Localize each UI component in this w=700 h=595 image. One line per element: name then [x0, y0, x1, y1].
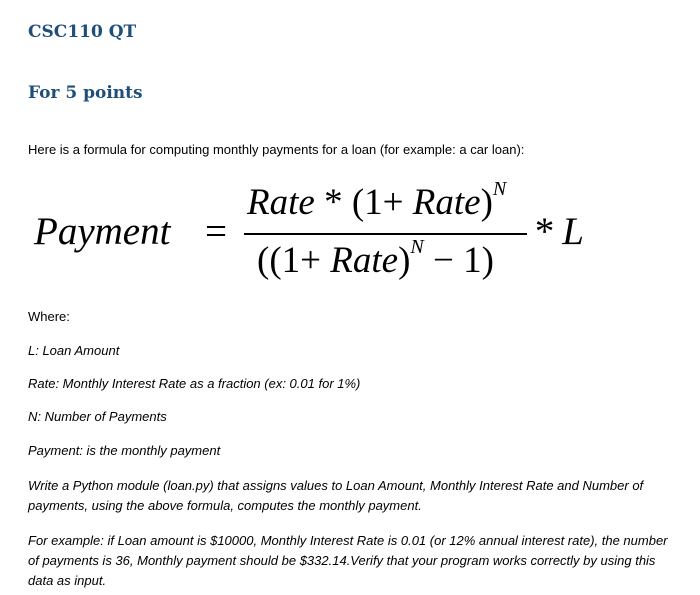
points-heading: For 5 points [28, 83, 143, 103]
definition-payment: Payment: is the monthly payment [28, 443, 221, 458]
task-description: Write a Python module (loan.py) that assigns values to Loan Amount, Monthly Interest Rate and Number of payments, using the above formula, computes the monthly payment. [28, 478, 644, 513]
numerator-rate-2: Rate [412, 182, 481, 223]
definition-rate: Rate: Monthly Interest Rate as a fraction (ex: 0.01 for 1%) [28, 376, 361, 391]
example-description: For example: if Loan amount is $10000, Monthly Interest Rate is 0.01 (or 12% annual interest rate), the number of payments is 36, Monthly payment should be $332.14.Verify that your program works correctly by using this data as input. [28, 533, 668, 588]
denominator-rate: Rate [330, 240, 399, 281]
intro-text: Here is a formula for computing monthly payments for a loan (for example: a car loan): [28, 142, 525, 157]
formula-numerator [247, 178, 507, 224]
formula-lhs: Payment [34, 210, 171, 253]
definition-number-of-payments: N: Number of Payments [28, 409, 167, 424]
page-title: CSC110 QT [28, 22, 137, 42]
denominator-exponent: N [410, 236, 424, 258]
denominator-open: ((1+ [257, 240, 331, 281]
numerator-exponent: N [492, 178, 507, 200]
formula-multiplier: * L [533, 210, 584, 253]
numerator-rate: Rate [247, 182, 315, 223]
payment-formula [0, 175, 700, 293]
fraction-bar [244, 233, 527, 235]
numerator-close: ) [480, 182, 493, 223]
numerator-op: * (1+ [314, 182, 413, 223]
denominator-close: ) [398, 240, 411, 281]
where-label: Where: [28, 309, 70, 324]
formula-equals: = [205, 210, 227, 253]
denominator-tail: − 1) [423, 240, 494, 281]
definition-loan-amount: L: Loan Amount [28, 343, 120, 358]
formula-denominator [257, 236, 494, 282]
